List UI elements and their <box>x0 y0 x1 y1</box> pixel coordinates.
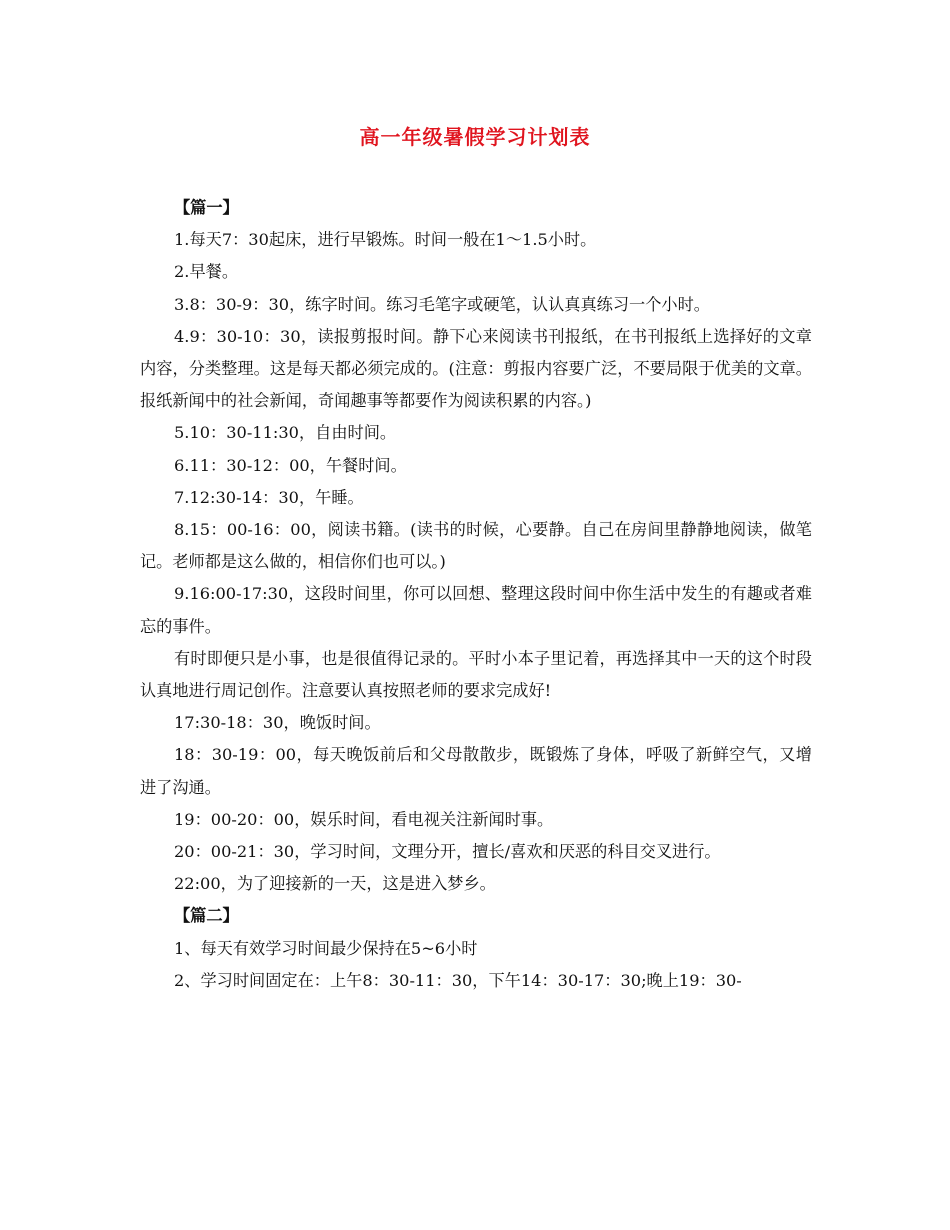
plan-item: 8.15：00-16：00，阅读书籍。(读书的时候，心要静。自己在房间里静静地阅读，做笔记。老师都是这么做的，相信你们也可以。) <box>140 520 812 572</box>
plan-item: 22:00，为了迎接新的一天，这是进入梦乡。 <box>174 874 496 894</box>
plan-item: 17:30-18：30，晚饭时间。 <box>174 713 381 733</box>
plan-item: 1、每天有效学习时间最少保持在5~6小时 <box>174 938 478 958</box>
plan-item: 18：30-19：00，每天晚饭前后和父母散散步，既锻炼了身体，呼吸了新鲜空气，又增进了沟通。 <box>140 745 812 797</box>
section-heading-2: 【篇二】 <box>174 906 239 926</box>
plan-item: 2、学习时间固定在：上午8：30-11：30，下午14：30-17：30;晚上19：30- <box>174 970 742 990</box>
plan-item: 7.12:30-14：30，午睡。 <box>174 487 364 507</box>
document-body <box>140 192 812 997</box>
plan-item: 2.早餐。 <box>174 262 239 282</box>
plan-item: 9.16:00-17:30，这段时间里，你可以回想、整理这段时间中你生活中发生的有趣或者难忘的事件。 <box>140 584 812 636</box>
section-heading-1: 【篇一】 <box>174 198 239 217</box>
plan-item: 3.8：30-9：30，练字时间。练习毛笔字或硬笔，认认真真练习一个小时。 <box>174 294 710 314</box>
plan-item: 5.10：30-11:30，自由时间。 <box>174 423 397 443</box>
plan-item: 19：00-20：00，娱乐时间，看电视关注新闻时事。 <box>174 809 554 829</box>
plan-item: 有时即便只是小事，也是很值得记录的。平时小本子里记着，再选择其中一天的这个时段认真地进行周记创作。注意要认真按照老师的要求完成好! <box>140 648 812 701</box>
plan-item: 6.11：30-12：00，午餐时间。 <box>174 455 407 475</box>
document-title: 高一年级暑假学习计划表 <box>359 125 591 149</box>
plan-item: 20：00-21：30，学习时间，文理分开，擅长/喜欢和厌恶的科目交叉进行。 <box>174 842 721 862</box>
plan-item: 4.9：30-10：30，读报剪报时间。静下心来阅读书刊报纸，在书刊报纸上选择好的文章内容，分类整理。这是每天都必须完成的。(注意：剪报内容要广泛，不要局限于优美的文章。报纸新闻中的社会新闻，奇闻趣事等都要作为阅读积累的内容。) <box>140 326 812 411</box>
plan-item: 1.每天7：30起床，进行早锻炼。时间一般在1～1.5小时。 <box>174 230 597 250</box>
